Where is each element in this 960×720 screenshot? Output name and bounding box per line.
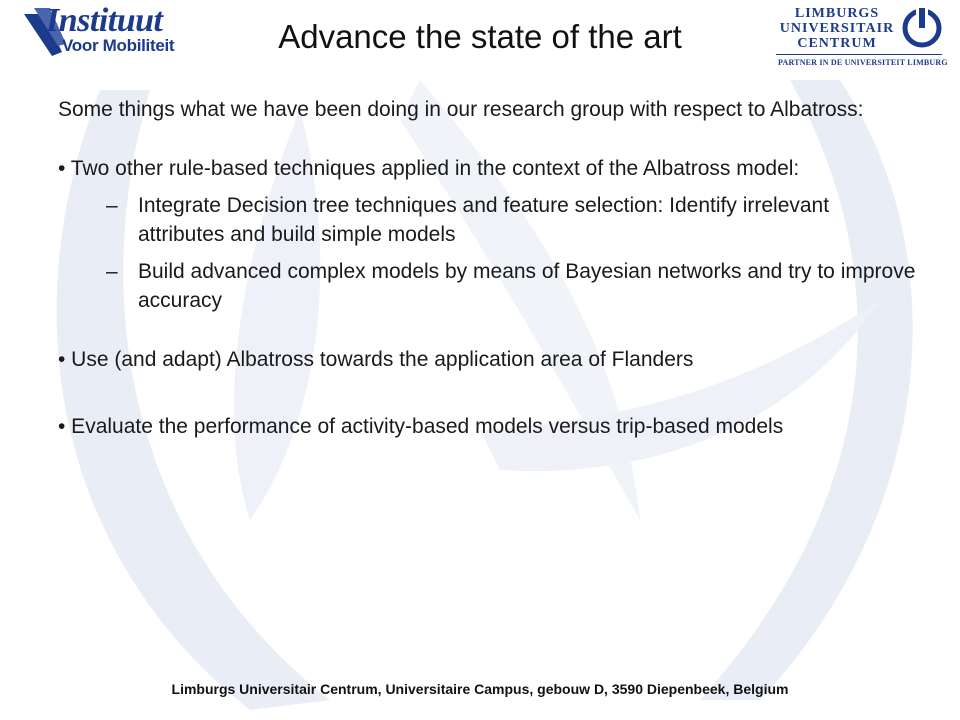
luc-logo (776, 6, 946, 68)
sub-bullet-list (58, 191, 918, 315)
sub-item-bayesian (58, 257, 918, 315)
bullet-evaluate: • Evaluate the performance of activity-based models versus trip-based models (58, 415, 784, 438)
logo-left-line2: Voor Mobiliteit (62, 36, 175, 55)
sub-item-text: Build advanced complex models by means of Bayesian networks and try to improve accuracy (138, 260, 916, 312)
bullet-flanders: • Use (and adapt) Albatross towards the application area of Flanders (58, 348, 694, 371)
slide-title: Advance the state of the art (278, 18, 682, 55)
intro-text: Some things what we have been doing in our research group with respect to Albatross: (58, 98, 864, 121)
dash-marker: – (106, 194, 118, 217)
logo-right-line1: LIMBURGS (794, 6, 880, 21)
logo-divider (776, 54, 942, 55)
slide-body (58, 95, 918, 441)
logo-right-tagline: PARTNER IN DE UNIVERSITEIT LIMBURG (778, 58, 948, 67)
slide-footer: Limburgs Universitair Centrum, Universitaire Campus, gebouw D, 3590 Diepenbeek, Belgium (171, 681, 789, 697)
logo-right-line3: CENTRUM (797, 36, 877, 51)
instituut-voor-mobiliteit-logo (22, 2, 192, 58)
luc-emblem-icon (898, 6, 944, 52)
dash-marker: – (106, 260, 118, 283)
bullet-rule-based: • Two other rule-based techniques applied in the context of the Albatross model: (58, 157, 800, 180)
logo-right-line2: UNIVERSITAIR (779, 21, 895, 36)
logo-left-line1: Instituut (46, 2, 163, 39)
sub-item-text: Integrate Decision tree techniques and feature selection: Identify irrelevant attributes and build simple models (138, 194, 830, 246)
sub-item-decision-tree (58, 191, 918, 249)
